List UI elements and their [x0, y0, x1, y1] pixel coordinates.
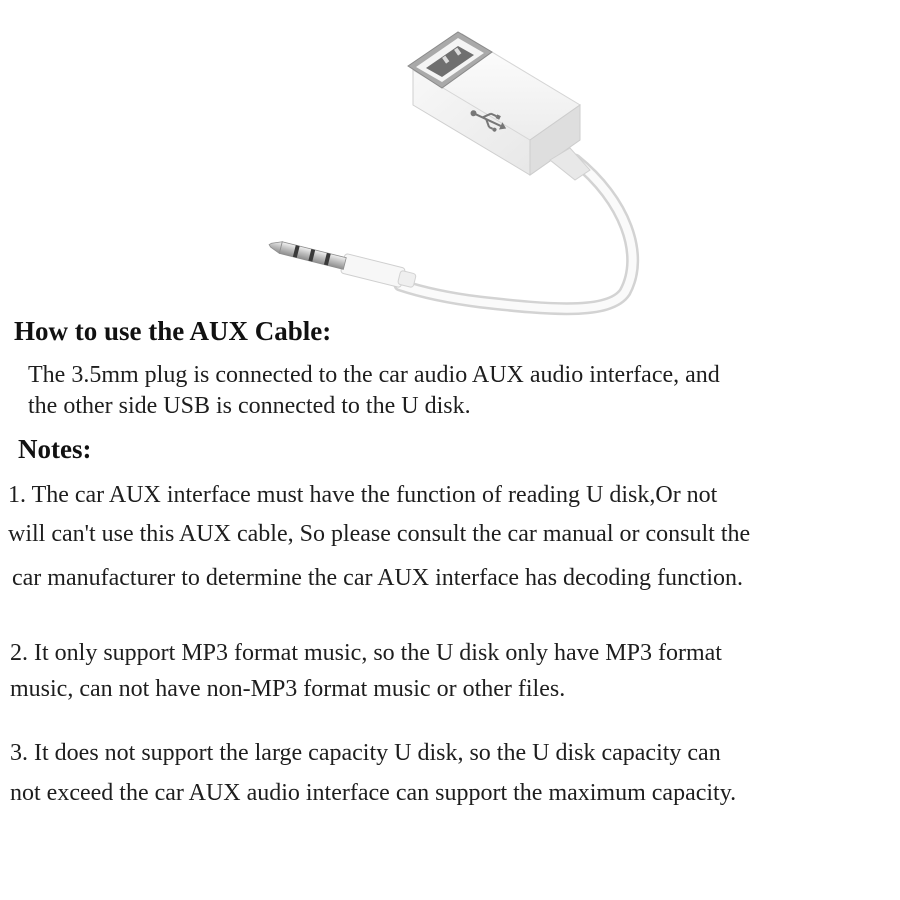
note-line: not exceed the car AUX audio interface can support the maximum capacity.: [10, 780, 737, 806]
usb-female-connector: [408, 32, 590, 180]
note-line: will can't use this AUX cable, So please consult the car manual or consult the: [8, 521, 751, 547]
note-line: music, can not have non-MP3 format music or other files.: [10, 676, 566, 702]
note-line: 1. The car AUX interface must have the function of reading U disk,Or not: [8, 482, 718, 508]
aux-plug-3-5mm: [267, 235, 417, 291]
usage-line: the other side USB is connected to the U disk.: [28, 393, 471, 419]
note-line: 2. It only support MP3 format music, so the U disk only have MP3 format: [10, 640, 722, 666]
page-title: How to use the AUX Cable:: [14, 316, 332, 346]
usage-line: The 3.5mm plug is connected to the car audio AUX audio interface, and: [28, 362, 720, 388]
aux-usb-cable-image: [230, 10, 670, 320]
note-line: car manufacturer to determine the car AUX interface has decoding function.: [12, 565, 744, 591]
note-line: 3. It does not support the large capacity U disk, so the U disk capacity can: [10, 740, 721, 766]
notes-heading: Notes:: [18, 434, 92, 464]
